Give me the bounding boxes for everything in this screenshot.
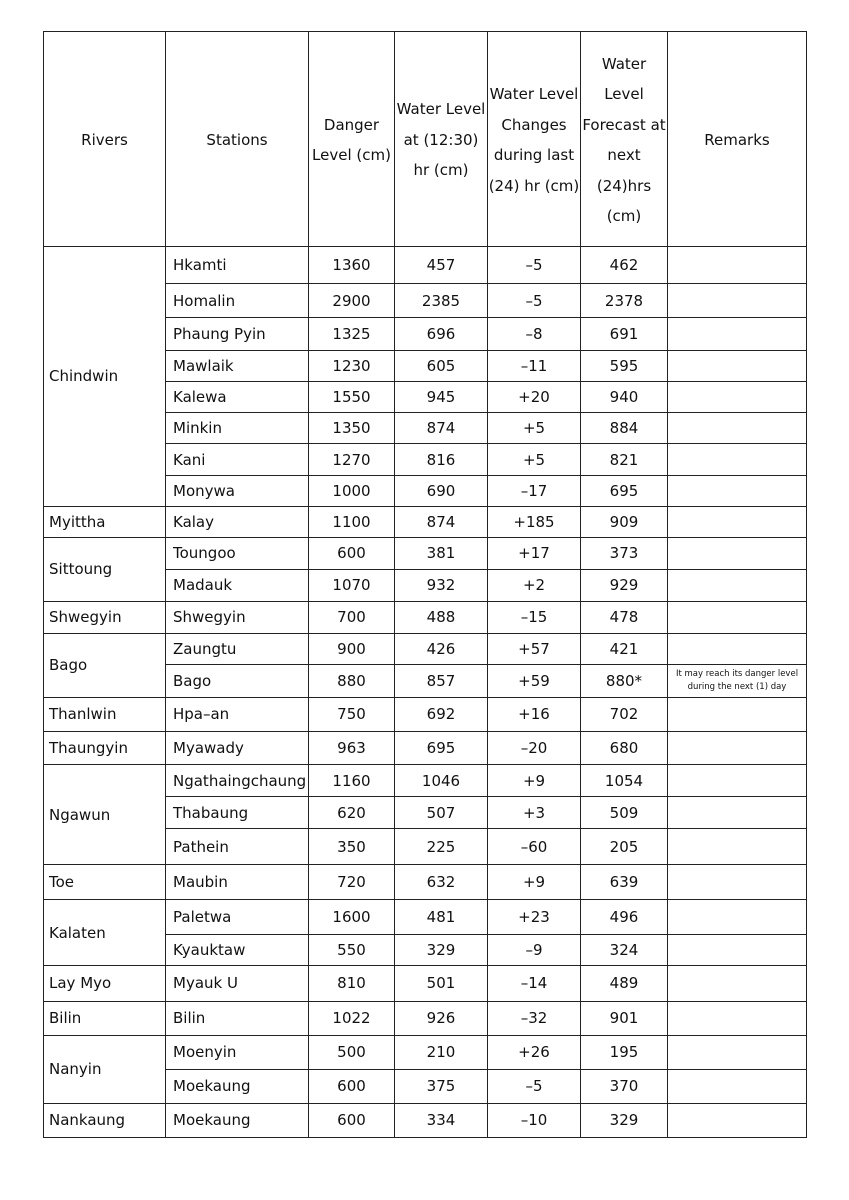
remarks [668,569,807,601]
water-level: 381 [395,537,488,569]
remarks [668,797,807,829]
remarks [668,935,807,966]
station-name: Kani [166,444,309,476]
danger-level: 1270 [309,444,395,476]
water-level: 690 [395,476,488,506]
danger-level: 600 [309,1069,395,1103]
remarks [668,476,807,506]
water-level-forecast: 940 [581,382,668,413]
table-body [44,247,807,1138]
water-level-change: –5 [488,247,581,284]
water-level-change: –14 [488,966,581,1001]
water-level: 481 [395,900,488,935]
station-name: Toungoo [166,537,309,569]
remarks [668,633,807,664]
river-name: Sittoung [44,537,166,601]
water-level-table [43,31,807,1138]
header-rivers: Rivers [44,32,166,247]
danger-level: 700 [309,601,395,633]
remarks [668,966,807,1001]
water-level: 334 [395,1103,488,1137]
danger-level: 350 [309,829,395,865]
remarks [668,1069,807,1103]
water-level-change: +9 [488,765,581,797]
danger-level: 620 [309,797,395,829]
water-level-change: –10 [488,1103,581,1137]
water-level: 816 [395,444,488,476]
danger-level: 500 [309,1035,395,1069]
water-level: 926 [395,1001,488,1035]
danger-level: 1022 [309,1001,395,1035]
danger-level: 810 [309,966,395,1001]
river-name: Lay Myo [44,966,166,1001]
water-level: 1046 [395,765,488,797]
water-level: 874 [395,413,488,444]
remarks [668,1035,807,1069]
river-name: Thaungyin [44,731,166,764]
remarks [668,731,807,764]
remarks [668,351,807,382]
water-level-forecast: 901 [581,1001,668,1035]
station-name: Hkamti [166,247,309,284]
remarks [668,382,807,413]
station-name: Phaung Pyin [166,318,309,351]
remarks [668,865,807,900]
water-level: 507 [395,797,488,829]
remarks [668,537,807,569]
station-name: Moekaung [166,1069,309,1103]
header-forecast: Water Level Forecast at next (24)hrs (cm) [581,32,668,247]
station-name: Hpa–an [166,697,309,731]
water-level-forecast: 2378 [581,284,668,318]
header-water-level-changes: Water Level Changes during last (24) hr (cm) [488,32,581,247]
table-row [44,731,807,764]
river-name: Bilin [44,1001,166,1035]
danger-level: 2900 [309,284,395,318]
remarks [668,1103,807,1137]
water-level-change: +2 [488,569,581,601]
water-level-change: +23 [488,900,581,935]
water-level-forecast: 478 [581,601,668,633]
water-level-forecast: 324 [581,935,668,966]
station-name: Pathein [166,829,309,865]
water-level: 857 [395,664,488,697]
table-row [44,697,807,731]
table-row [44,506,807,537]
water-level-forecast: 462 [581,247,668,284]
table-row [44,900,807,935]
table-row [44,1001,807,1035]
station-name: Paletwa [166,900,309,935]
water-level-forecast: 691 [581,318,668,351]
danger-level: 1360 [309,247,395,284]
water-level: 329 [395,935,488,966]
header-danger-level: Danger Level (cm) [309,32,395,247]
water-level-forecast: 702 [581,697,668,731]
danger-level: 1550 [309,382,395,413]
remarks: It may reach its danger level during the next (1) day [668,664,807,697]
danger-level: 600 [309,537,395,569]
water-level-change: +16 [488,697,581,731]
station-name: Kyauktaw [166,935,309,966]
remarks [668,697,807,731]
danger-level: 963 [309,731,395,764]
water-level: 426 [395,633,488,664]
remarks [668,1001,807,1035]
water-level-change: –17 [488,476,581,506]
water-level-forecast: 421 [581,633,668,664]
water-level-forecast: 639 [581,865,668,900]
water-level-change: –20 [488,731,581,764]
river-name: Nankaung [44,1103,166,1137]
water-level-change: –15 [488,601,581,633]
river-name: Shwegyin [44,601,166,633]
water-level-forecast: 329 [581,1103,668,1137]
remarks [668,444,807,476]
station-name: Moekaung [166,1103,309,1137]
table-row [44,1103,807,1137]
water-level-forecast: 595 [581,351,668,382]
table-row [44,247,807,284]
water-level-change: –60 [488,829,581,865]
station-name: Maubin [166,865,309,900]
water-level-change: +57 [488,633,581,664]
water-level-forecast: 680 [581,731,668,764]
water-level-change: +5 [488,444,581,476]
water-level-forecast: 880* [581,664,668,697]
river-name: Toe [44,865,166,900]
table-row [44,537,807,569]
header-remarks: Remarks [668,32,807,247]
water-level: 696 [395,318,488,351]
water-level: 457 [395,247,488,284]
station-name: Bago [166,664,309,697]
danger-level: 1600 [309,900,395,935]
water-level: 874 [395,506,488,537]
water-level: 210 [395,1035,488,1069]
water-level-forecast: 1054 [581,765,668,797]
water-level-change: –11 [488,351,581,382]
water-level-forecast: 373 [581,537,668,569]
danger-level: 1000 [309,476,395,506]
station-name: Myauk U [166,966,309,1001]
remarks [668,318,807,351]
station-name: Kalewa [166,382,309,413]
water-level-forecast: 370 [581,1069,668,1103]
water-level-change: –32 [488,1001,581,1035]
water-level: 632 [395,865,488,900]
water-level-forecast: 695 [581,476,668,506]
danger-level: 880 [309,664,395,697]
table-row [44,966,807,1001]
river-name: Bago [44,633,166,697]
station-name: Kalay [166,506,309,537]
water-level-change: +9 [488,865,581,900]
water-level-change: +26 [488,1035,581,1069]
water-level: 2385 [395,284,488,318]
station-name: Monywa [166,476,309,506]
water-level: 225 [395,829,488,865]
danger-level: 900 [309,633,395,664]
water-level: 501 [395,966,488,1001]
water-level: 932 [395,569,488,601]
water-level-forecast: 205 [581,829,668,865]
station-name: Ngathaingchaung [166,765,309,797]
header-row [44,32,807,247]
water-level-change: –9 [488,935,581,966]
danger-level: 1160 [309,765,395,797]
header-stations: Stations [166,32,309,247]
danger-level: 1350 [309,413,395,444]
station-name: Minkin [166,413,309,444]
table-row [44,601,807,633]
danger-level: 1230 [309,351,395,382]
danger-level: 1070 [309,569,395,601]
water-level-change: +59 [488,664,581,697]
station-name: Mawlaik [166,351,309,382]
water-level: 695 [395,731,488,764]
station-name: Homalin [166,284,309,318]
water-level-forecast: 884 [581,413,668,444]
water-level: 488 [395,601,488,633]
water-level: 945 [395,382,488,413]
remarks [668,765,807,797]
water-level-change: –5 [488,284,581,318]
remarks [668,506,807,537]
water-level: 375 [395,1069,488,1103]
water-level-forecast: 929 [581,569,668,601]
remarks [668,413,807,444]
water-level-forecast: 496 [581,900,668,935]
river-name: Chindwin [44,247,166,507]
table-row [44,633,807,664]
river-name: Nanyin [44,1035,166,1103]
river-name: Ngawun [44,765,166,865]
danger-level: 750 [309,697,395,731]
water-level: 605 [395,351,488,382]
remarks [668,247,807,284]
water-level-forecast: 489 [581,966,668,1001]
water-level-change: –8 [488,318,581,351]
remarks [668,284,807,318]
table-row [44,765,807,797]
station-name: Bilin [166,1001,309,1035]
station-name: Shwegyin [166,601,309,633]
station-name: Myawady [166,731,309,764]
water-level-change: +20 [488,382,581,413]
water-level-change: –5 [488,1069,581,1103]
water-level-forecast: 195 [581,1035,668,1069]
water-level-change: +185 [488,506,581,537]
water-level-forecast: 821 [581,444,668,476]
table-row [44,865,807,900]
water-level-forecast: 909 [581,506,668,537]
river-name: Thanlwin [44,697,166,731]
water-level-change: +3 [488,797,581,829]
water-level-change: +17 [488,537,581,569]
water-level-forecast: 509 [581,797,668,829]
station-name: Zaungtu [166,633,309,664]
station-name: Thabaung [166,797,309,829]
water-level-change: +5 [488,413,581,444]
table-row [44,1035,807,1069]
remarks [668,601,807,633]
danger-level: 1100 [309,506,395,537]
danger-level: 550 [309,935,395,966]
river-name: Myittha [44,506,166,537]
remarks [668,829,807,865]
danger-level: 1325 [309,318,395,351]
station-name: Moenyin [166,1035,309,1069]
danger-level: 600 [309,1103,395,1137]
remarks [668,900,807,935]
danger-level: 720 [309,865,395,900]
station-name: Madauk [166,569,309,601]
water-level: 692 [395,697,488,731]
river-name: Kalaten [44,900,166,966]
header-water-level: Water Level at (12:30) hr (cm) [395,32,488,247]
